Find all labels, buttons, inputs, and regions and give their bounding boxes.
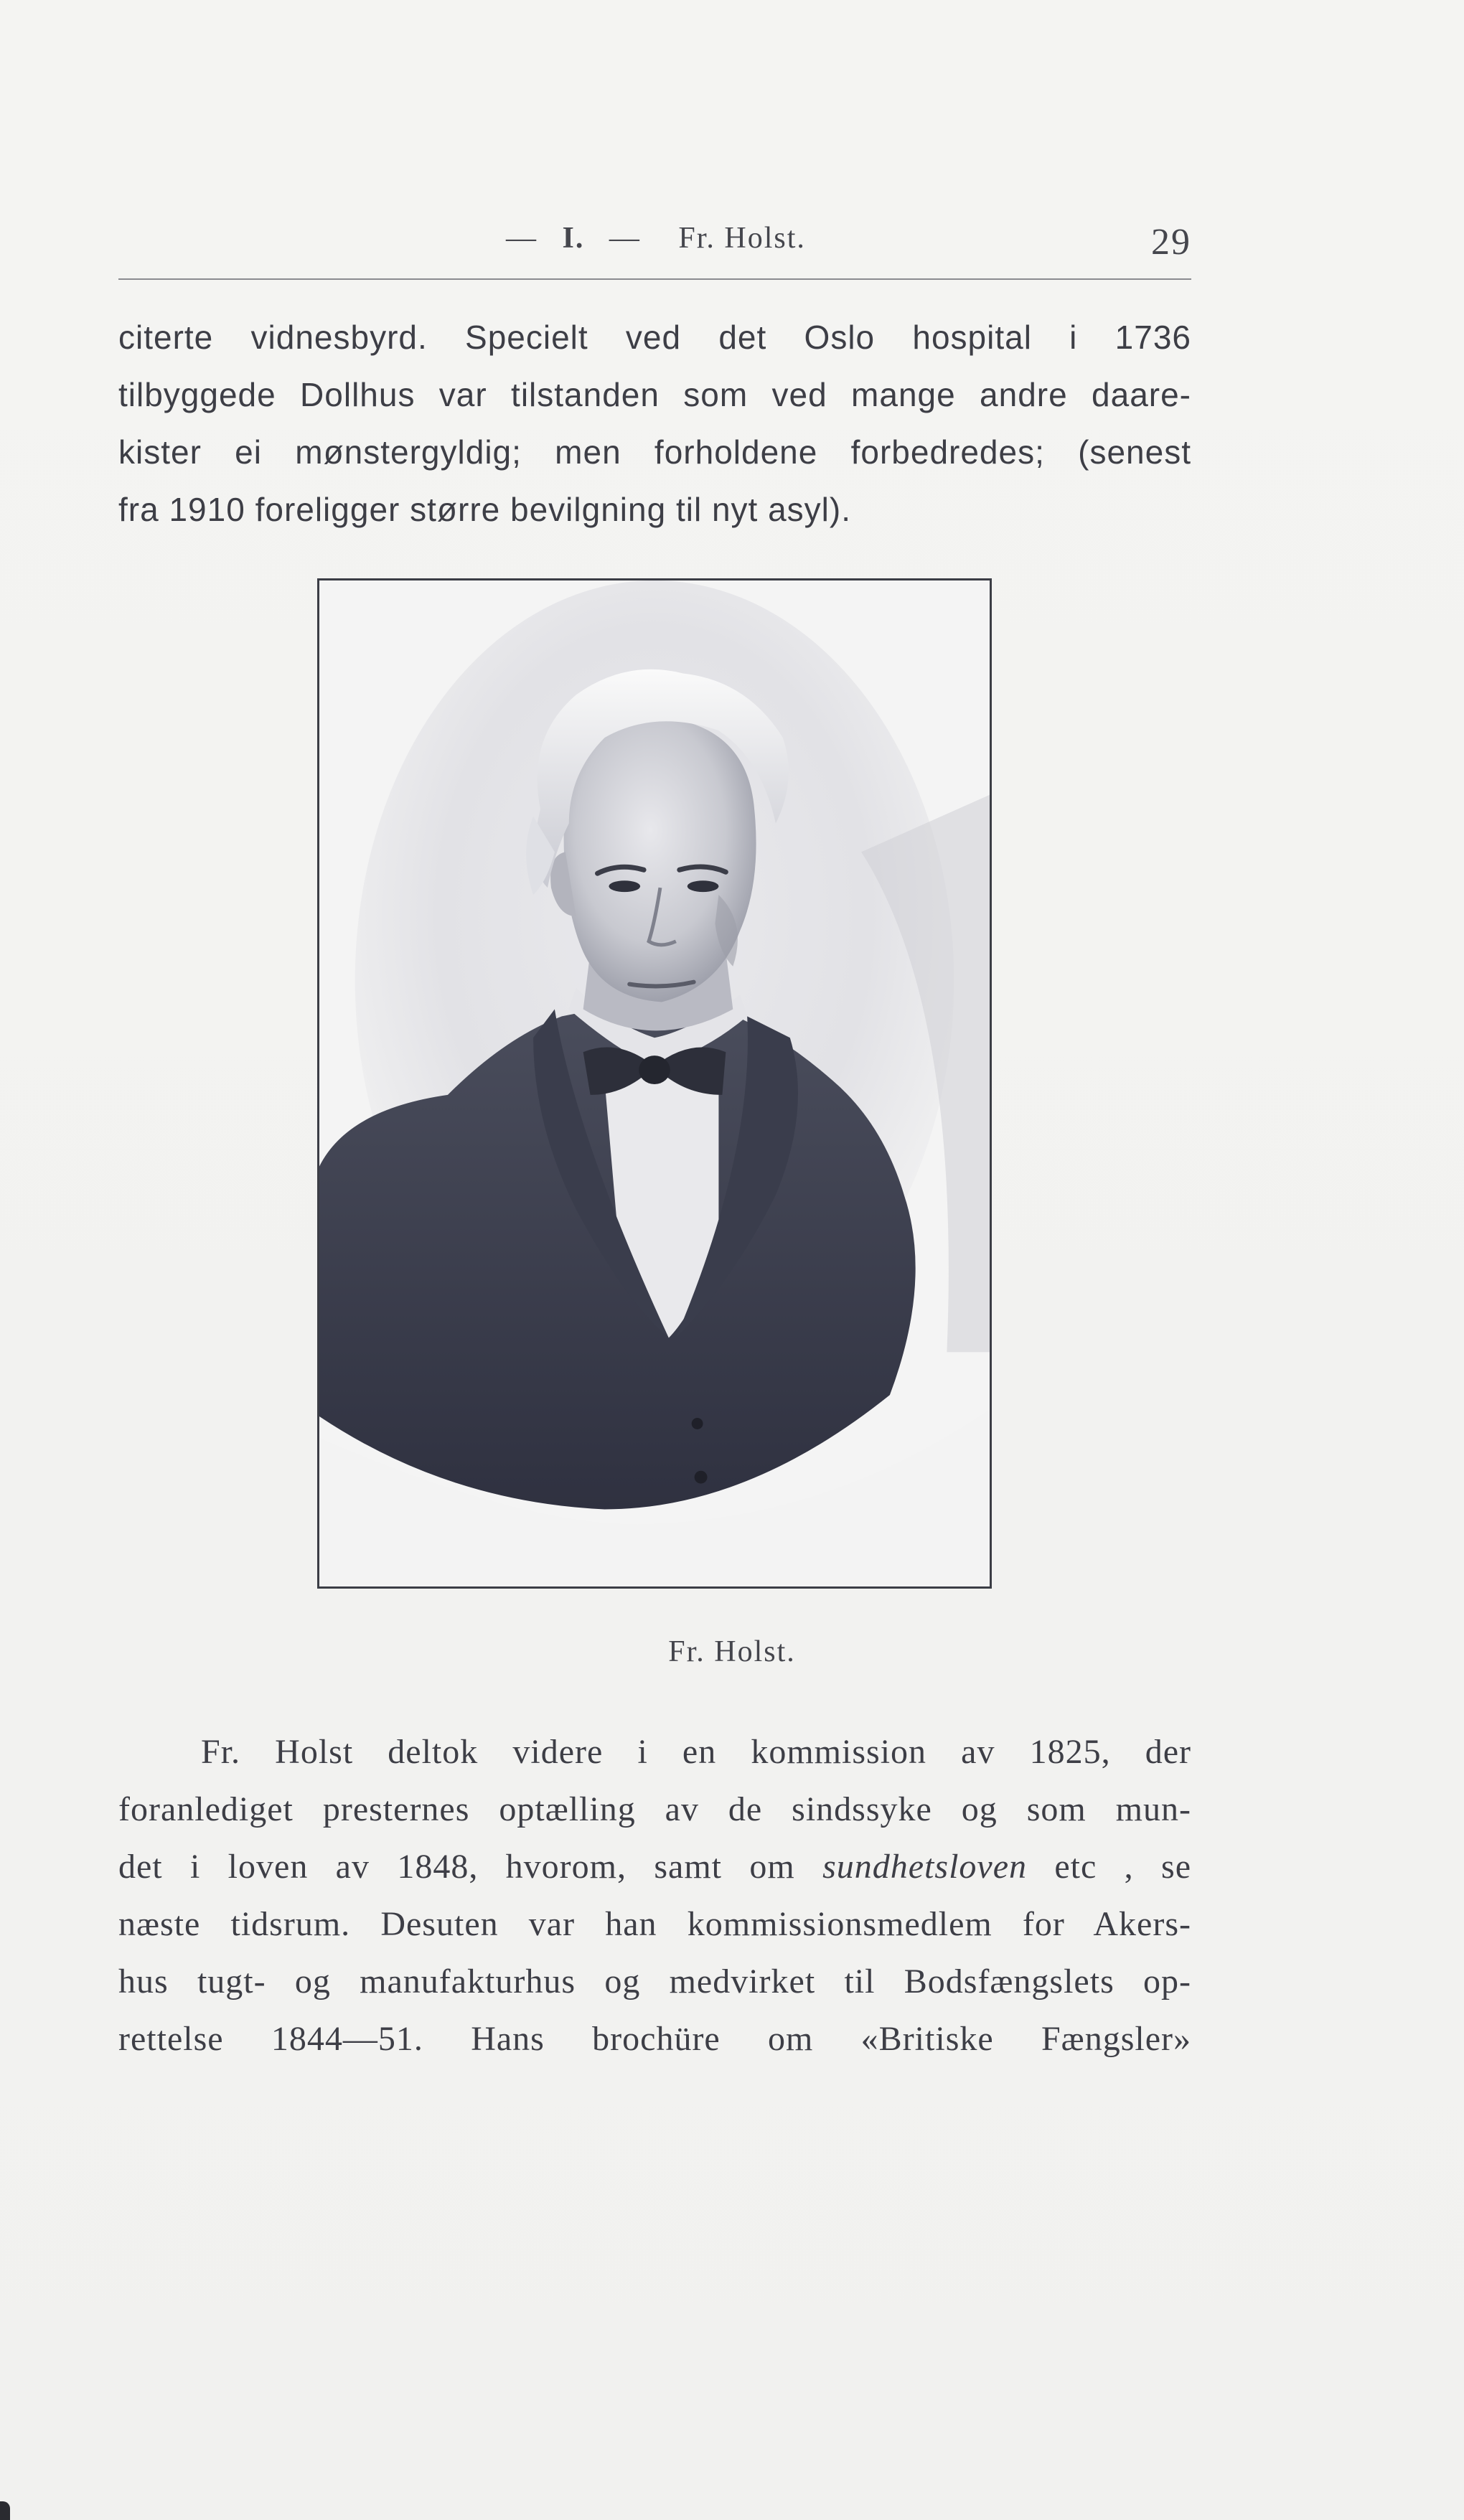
paragraph-2-line: Fr. Holst deltok videre i en kommission av 1825, der [201,1733,1191,1771]
page-number: 29 [1151,222,1191,263]
italic-term-sundhetsloven: sundhetsloven [822,1848,1028,1886]
portrait-figure [317,578,992,1589]
paragraph-2-line [118,1838,1191,1896]
paragraph-2 [118,1724,1191,2068]
scan-edge-mark [0,2501,10,2520]
running-head-title-group [506,221,806,255]
paragraph-2-line: hus tugt- og manufakturhus og medvirket til Bodsfængslets op- [118,1962,1191,2001]
paragraph-1-line: fra 1910 foreligger større bevilgning til nyt asyl). [118,491,851,528]
paragraph-2-line-3-tail: etc , se [1027,1848,1192,1886]
running-head-title: Fr. Holst. [678,222,806,255]
paragraph-1-line: kister ei mønstergyldig; men forholdene forbedredes; (senest [118,433,1191,471]
header-rule [118,278,1191,280]
portrait-engraving [319,580,990,1586]
running-head-dash-left: — [506,222,538,255]
paragraph-1-line: tilbyggede Dollhus var tilstanden som ved mange andre daare- [118,376,1191,413]
paragraph-1-line: citerte vidnesbyrd. Specielt ved det Oslo hospital i 1736 [118,319,1191,356]
figure-caption: Fr. Holst. [668,1635,796,1668]
paragraph-2-line: foranlediget presternes optælling av de sindssyke og som mun- [118,1790,1191,1828]
chapter-roman-numeral: I. [562,222,585,255]
paragraph-1 [118,309,1191,538]
running-head-dash-right: — [609,222,641,255]
paragraph-2-line-3-text: det i loven av 1848, hvorom, samt om [118,1848,823,1886]
running-head [118,221,1191,271]
paragraph-2-line: rettelse 1844—51. Hans brochüre om «Britiske Fængsler» [118,2020,1191,2058]
paragraph-2-line: næste tidsrum. Desuten var han kommissionsmedlem for Akers- [118,1905,1191,1943]
